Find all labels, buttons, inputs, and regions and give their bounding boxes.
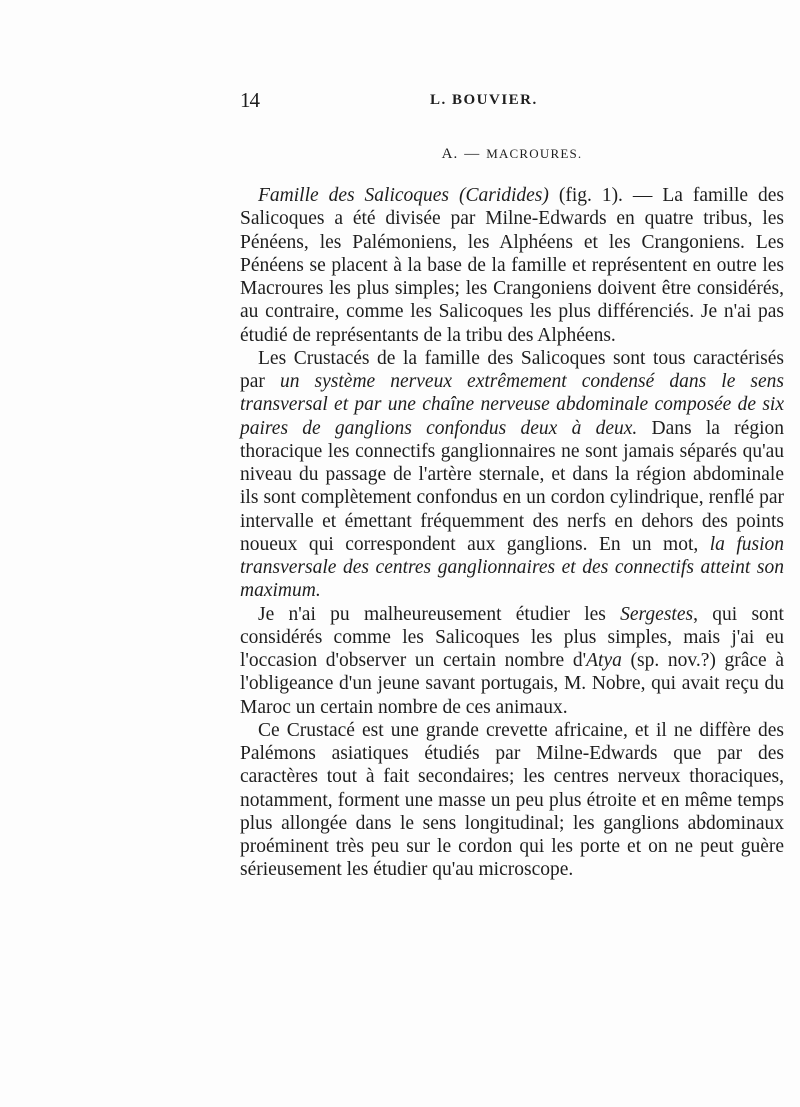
text-run: , qui sont considérés comme les Salicoques les plus simples, mais j'ai eu l'occasion d'observer un certain nombre d' [240,603,784,671]
italic-text: un système nerveux extrêmement condensé dans le sens transversal et par une chaîne nerveuse abdominale composée de six paires de ganglions confondus deux à deux. [240,371,785,439]
page-header [240,88,776,118]
text-run: (fig. 1). — La famille des Salicoques a été divisée par Milne-Edwards en quatre tribus, les Pénéens, les Palémoniens, les Alphéens et les Crangoniens. Les Pénéens se placent à la base de la famille et représentent en outre les Macroures les plus simples; les Crangoniens doivent être considérés, au contraire, comme les Salicoques les plus différenciés. Je n'ai pas étudié de représentants de la tribu des Alphéens. [240,185,785,346]
running-head: L. BOUVIER. [430,92,538,108]
text-run: Les Crustacés de la famille des Salicoques sont tous caractérisés par [240,347,784,392]
section-letter: A. [441,146,459,162]
paragraph [240,347,784,603]
page-number: 14 [240,88,259,112]
italic-text: Famille des Salicoques (Caridides) [258,185,549,206]
paragraph [240,184,784,347]
italic-text: Sergestes [620,603,694,625]
italic-text: la fusion transversale des centres ganglionnaires et des connectifs atteint son maximum. [240,533,785,602]
paragraph [240,719,784,882]
italic-text: Atya [586,650,622,671]
text-run: (sp. nov.?) grâce à l'obligeance d'un jeune savant portugais, M. Nobre, qui avait reçu du Maroc un certain nombre de ces animaux. [240,650,784,718]
body-text [240,184,784,882]
text-run: Je n'ai pu malheureusement étudier les [258,603,621,625]
section-title: MACROURES. [486,146,583,161]
text-run: Dans la région thoracique les connectifs ganglionnaires ne sont jamais séparés qu'au niveau du passage de l'artère sternale, et dans la région abdominale ils sont complètement confondus en un cordon cylindrique, renflé par intervalle et émettant fréquemment des nerfs en dehors des points noueux qui correspondent aux ganglions. En un mot, [240,417,785,555]
paragraph [240,603,784,719]
section-heading [240,146,784,163]
text-run: Ce Crustacé est une grande crevette africaine, et il ne diffère des Palémons asiatiques étudiés par Milne-Edwards que par des caractères tout à fait secondaires; les centres nerveux thoraciques, notamment, forment une masse un peu plus étroite et en même temps plus allongée dans le sens longitudinal; les ganglions abdominaux proéminent très peu sur le cordon qui les porte et on ne peut guère sérieusement les étudier qu'au microscope. [240,719,784,881]
section-dash: — [464,146,481,162]
